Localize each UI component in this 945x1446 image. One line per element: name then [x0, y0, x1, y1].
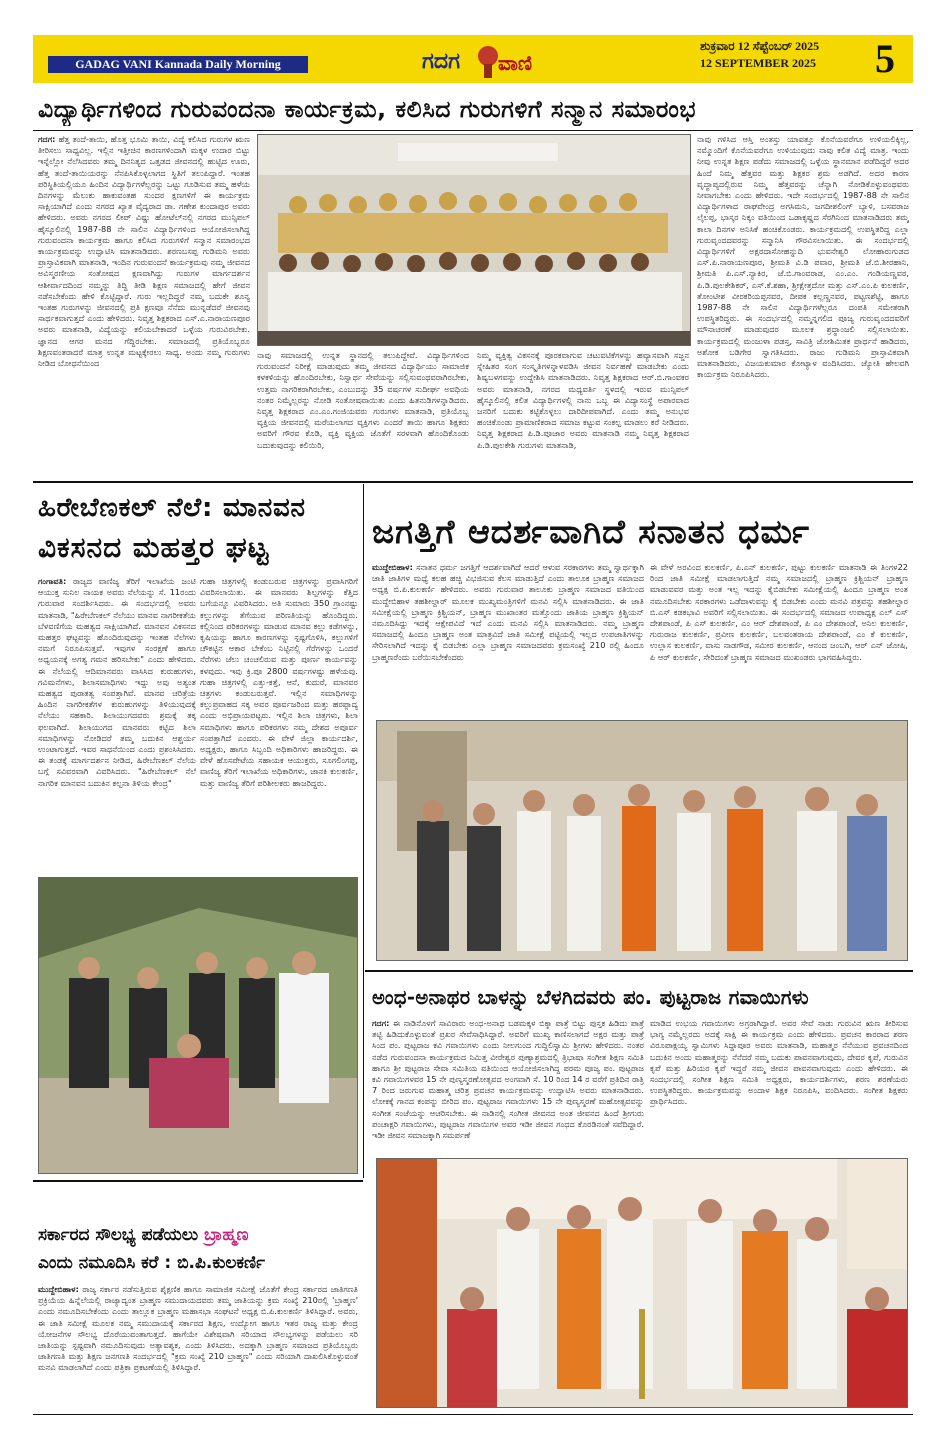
publication-name: GADAG VANI Kannada Daily Morning — [48, 56, 308, 73]
divider — [365, 970, 913, 972]
story3-col1: ಮುದ್ದೇಬಿಹಾಳ: ಸನಾತನ ಧರ್ಮ ಜಗತ್ತಿಗೆ ಆದರ್ಶವಾಗಿದೆ ಆದರೆ ಆಳುವ ಸರಕಾರಗಳು ತಮ್ಮ ಸ್ವಾರ್ಥಕ್ಕಾಗಿ ಜಾತಿ ಜಾತಿಗಳ ಮಧ್ಯೆ ಕಲಹ ಹಚ್ಚಿ ವಿಭಜಿಸುವ ಕೆಲಸ ಮಾಡುತ್ತಿದೆ ಎಂದು ತಾಲೂಕ ಬ್ರಾಹ್ಮಣ ಸಮಾಜದ ಅಧ್ಯಕ್ಷ ಬಿ.ಪಿ.ಕುಲಕರ್ಣಿ ಹೇಳಿದರು. ಅವರು ಗುರುವಾರ ತಾಲೂಕು ಬ್ರಾಹ್ಮಣ ಸಮಾಜದ ವತಿಯಿಂದ ಮುದ್ದೇಬಿಹಾಳ ತಹಶೀಲ್ದಾರ್ ಮೂಲಕ ಮುಖ್ಯಮಂತ್ರಿಗಳಿಗೆ ಮನವಿ ಸಲ್ಲಿಸಿ ಮಾತನಾಡಿದರು. ಈ ಜಾತಿ ಸಮೀಕ್ಷೆಯಲ್ಲಿ ಬ್ರಾಹ್ಮಣ ಕ್ರಿಶ್ಚಿಯನ್, ಬ್ರಾಹ್ಮಣ ಮುಖಾಂತರ ಮತ್ತೊಂದು ಜಾತಿಯ ಬ್ರಾಹ್ಮಣ ಕ್ರಿಶ್ಚಿಯನ್ ನಮೂದಿಸಿದ್ದು ಇದಕ್ಕೆ ಆಕ್ಷೇಪವಿದೆ ಇದೆ ಎಂದು ಮನವಿ ಸಲ್ಲಿಸಿ ಮಾತನಾಡಿದರು. ನಮ್ಮ ಬ್ರಾಹ್ಮಣ ಸಮಾಜದಲ್ಲಿ ಹಿಂದೂ ಬ್ರಾಹ್ಮಣ ಅಂತ ಮಾತ್ರವಿದೆ ಜಾತಿ ಸಮೀಕ್ಷೆ ಪಟ್ಟಿಯಲ್ಲಿ ಇಲ್ಲದ ಉಪಜಾತಿಗಳನ್ನು ಸೇರಿಸಲಾಗಿದೆ ಇದನ್ನು ಕೈ ಬಿಡಬೇಕು ಎಲ್ಲಾ ಬ್ರಾಹ್ಮಣ ಸಮಾಜದವರು ಕ್ರಮಸಂಖ್ಯೆ 210 ರಲ್ಲಿ ಹಿಂದೂ ಬ್ರಾಹ್ಮಣರೆಂದು ಬರೆಯಿಸಬೇಕೆಂದರು — [372, 562, 644, 662]
story5-body: ಮುದ್ದೇಬಿಹಾಳ: ರಾಜ್ಯ ಸರ್ಕಾರ ನಡೆಸುತ್ತಿರುವ ಶೈಕ್ಷಣಿಕ ಹಾಗೂ ಸಾಮಾಜಿಕ ಸಮೀಕ್ಷೆ ಜೊತೆಗೆ ಕೇಂದ್ರ ಸರ್ಕಾರದ ಜಾತಿಗಣತಿ ಪ್ರಕ್ರಿಯೆಯ ಹಿನ್ನೆಲೆಯಲ್ಲಿ ರಾಜ್ಯಾದ್ಯಂತ ಬ್ರಾಹ್ಮಣ ಸಮುದಾಯದವರು ತಮ್ಮ ಜಾತಿಯನ್ನು ಕ್ರಮ ಸಂಖ್ಯೆ 210ರಲ್ಲಿ 'ಬ್ರಾಹ್ಮಣ' ಎಂದು ನಮೂದಿಸಬೇಕೆಂದು ಎಂದು ತಾಲ್ಲೂಕ ಬ್ರಾಹ್ಮಣ ಮಹಾಸಭಾ ಸಂಘಟನೆ ಅಧ್ಯಕ್ಷ ಬಿ.ಪಿ.ಕುಲಕರ್ಣಿ ತಿಳಿಸಿದ್ದಾರೆ. ಅವರು, ಈ ಜಾತಿ ಸಮೀಕ್ಷೆ ಮೂಲಕ ನಮ್ಮ ಸಮುದಾಯಕ್ಕೆ ಸರ್ಕಾರದ ಶಿಕ್ಷಣ, ಉದ್ಯೋಗ ಹಾಗೂ ಇತರ ರಾಜ್ಯ ಮತ್ತು ಕೇಂದ್ರ ಯೋಜನೆಗಳ ಸೌಲಭ್ಯ ದೊರೆಯುವಂತಾಗುತ್ತದೆ. ಹಾಗೆಯೇ ವಿಶೇಷವಾಗಿ ಸರಿಯಾದ ಸೌಲಭ್ಯಗಳನ್ನು ಪಡೆಯಲು ಸರಿ ಜಾತಿಯನ್ನು ಸ್ಪಷ್ಟವಾಗಿ ನಮೂದಿಸುವುದು ಅತ್ಯಾವಶ್ಯಕ, ಎಂದು ತಿಳಿಸಿದರು. ಅದಕ್ಕಾಗಿ ಬ್ರಾಹ್ಮಣ ಸಮಾಜದ ಪ್ರತಿಯೊಬ್ಬರು ಜಾತಿಗಣತಿ ಮತ್ತು ಶಿಕ್ಷಣ ಜನಗಣತಿ ಸಂದರ್ಭದಲ್ಲಿ "ಕ್ರಮ ಸಂಖ್ಯೆ 210 ಬ್ರಾಹ್ಮಣ" ಎಂದು ಸರಿಯಾಗಿ ದಾಖಲಿಸಿಕೊಳ್ಳುವಂತೆ ಮನವಿ ಮಾಡಲಾಗಿದೆ ಎಂದು ಪತ್ರಿಕಾ ಪ್ರಕಟಣೆಯಲ್ಲಿ ತಿಳಿಸಿದ್ದಾರೆ. — [38, 1284, 358, 1373]
story1-photo — [257, 134, 691, 346]
story2-col1: ಗಂಗಾವತಿ: ರಾಜ್ಯದ ವಾಣಿಜ್ಯ ತೆರಿಗೆ ಇಲಾಖೆಯ ಜಂಟಿ ಆಯುಕ್ತ ಸುನಿಲ ನಾಯಕ ಅವರು ನೆಲೆಯನ್ನು ಸೆ. 11ರಂದು ಗುರುವಾರ ಸಂದರ್ಶಿಸಿದರು. ಈ ಸಂದರ್ಭದಲ್ಲಿ ಅವರು ಮಾತನಾಡಿ, "ಹಿರೇಬೆಣಕಲ್ ನೆಲೆಯು ಮಾನವ ನಾಗರೀಕತೆಯ ಬೆಳವಣಿಗೆಯ ಮಹತ್ವದ ಸಾಕ್ಷಿಯಾಗಿದೆ. ಮಾನವನ ವಿಕಸನದ ಮಹತ್ತರ ಘಟ್ಟವನ್ನು ಹೊಂದಿರುವುದನ್ನು ಇಂತಹ ನೆಲೆಗಳು ನಮಗೆ ನಿರೂಪಿಸುತ್ತವೆ. ಇವುಗಳ ಸಂರಕ್ಷಣೆ ಹಾಗೂ ಅಧ್ಯಯನಕ್ಕೆ ಅಗತ್ಯ ಗಮನ ಹರಿಸಬೇಕು" ಎಂದು ಹೇಳಿದರು. ಈ ನೆಲೆಯಲ್ಲಿ ಆದಿಮಾನವರು ವಾಸಿಸಿದ ಕುರುಹುಗಳು, ಗವಿಮನೆಗಳು, ಶಿಲಾಸಮಾಧಿಗಳು ಇದ್ದು ಅವು ಅತ್ಯಂತ ಮಹತ್ವದ ಪುರಾತತ್ವ ಸಂಪತ್ತಾಗಿವೆ. ಮಾನವ ಚರಿತ್ರೆಯ ಹಿಂದಿನ ನಾಗರೀಕತೆಗಳ ಕುರುಹುಗಳನ್ನು ತಿಳಿಯುವುದಕ್ಕೆ ನೆಲೆಯು ಸಹಕಾರಿ. ಶಿಲಾಯುಗದವರು ಶ್ರಮಕ್ಕೆ ತಕ್ಕ ಫಲವಾಗಿದೆ. ಶಿಲಾಯುಗದ ಮಾನವರು ಕಟ್ಟಿದ ಶಿಲಾ ಸಮಾಧಿಗಳನ್ನು ನೋಡಿದರೆ ತಮ್ಮ ಬದುಕಿನ ಆಶ್ಚರ್ಯ ಉಂಟಾಗುತ್ತದೆ. ಇವರ ಸಾಧನೆಯಿಂದ ಎಂದು ಪ್ರಶಂಸಿಸಿದರು. ಈ ತಂಡಕ್ಕೆ ಮಾರ್ಗದರ್ಶನ ನೀಡಿದ, ಹಿರೇಬೆಣಕಲ್ ನೆಲೆಯ ಬಗ್ಗೆ ಸವಿವರವಾಗಿ ವಿವರಿಸಿದರು. "ಹಿರೇಬೆಣಕಲ್ ನೆಲೆ ನಾಗರಿಕ ಮಾನವನ ಬದುಕಿನ ಕಲ್ಪನಾ ತಿಳಿಯ ಕೇಂದ್ರ" — [38, 576, 196, 788]
story3-photo — [376, 720, 908, 961]
story1-headline: ವಿದ್ಯಾರ್ಥಿಗಳಿಂದ ಗುರುವಂದನಾ ಕಾರ್ಯಕ್ರಮ, ಕಲಿಸಿದ ಗುರುಗಳಿಗೆ ಸನ್ಮಾನ ಸಮಾರಂಭ — [38, 95, 696, 123]
divider — [33, 1180, 363, 1182]
dateline: ಗಂಗಾವತಿ: — [38, 576, 67, 586]
dateline: ಗದಗ: — [38, 134, 56, 144]
story3-col2: ಈ ವೇಳೆ ಅರವಿಂದ ಕುಲಕರ್ಣಿ, ಪಿ.ಎನ್ ಕುಲಕರ್ಣಿ, ಪುಟ್ಟು ಕುಲಕರ್ಣಿ ಮಾತನಾಡಿ ಈ ತಿಂಗಳ22 ರಿಂದ ಜಾತಿ ಸಮೀಕ್ಷೆ ಮಾಡಲಾಗುತ್ತಿದೆ ನಮ್ಮ ಸಮಾಜದಲ್ಲಿ ಬ್ರಾಹ್ಮಣ ಕ್ರಿಶ್ಚಿಯನ್ ಬ್ರಾಹ್ಮಣ ಮಾಡುವವರ ಮತ್ತು ಅಂತ ಇಲ್ಲ ಇದನ್ನು ಕೈಬಿಡಬೇಕು ಸಮೀಕ್ಷೆಯಲ್ಲಿ ಹಿಂದೂ ಬ್ರಾಹ್ಮಣ ಅಂತ ನಮೂದಿಸಬೇಕು ಸರಕಾರಗಳು ಒಡೆದಾಳುವನ್ನು ಕೈ ಬಿಡಬೇಕು ಎಂದು ಮನವಿ ಪತ್ರವನ್ನು ತಹಶೀಲ್ದಾರ ಬಿ.ಎಸ್ ಕಡಕಭಾವಿ ಅವರಿಗೆ ಸಲ್ಲಿಸಲಾಯಿತು. ಈ ಸಂದರ್ಭದಲ್ಲಿ ಸಮಾಜದ ಉಪಾಧ್ಯಕ್ಷ ಎಲ್ ಎಸ್ ದೇಶಪಾಂಡೆ, ಪಿ ಎಸ್ ಕುಲಕರ್ಣಿ, ಎಂ ಆರ್ ದೇಶಪಾಂಡೆ, ಪಿ ಎಂ ದೇಶಪಾಂಡೆ, ಅನಿಲ ಕುಲಕರ್ಣಿ, ಗುರುರಾಜ ಕುಲಕರ್ಣಿ, ಪ್ರವೀಣ ಕುಲಕರ್ಣಿ, ಬಲವಂತರಾಯ ದೇಶಪಾಂಡೆ, ಎಂ ಕೆ ಕುಲಕರ್ಣಿ, ಉಲ್ಲಾಸ ಕುಲಕರ್ಣಿ, ವಾಸು ನಾಡಗೌಡ, ಸಮೀರ ಕುಲಕರ್ಣಿ, ಆನಂದ ಜಂಬಗಿ, ಆರ್ ಎನ್ ಜೋಷಿ, ಪಿ ಆರ್ ಕುಲಕರ್ಣಿ, ಸೇರಿದಂತೆ ಬ್ರಾಹ್ಮಣ ಸಮಾಜದ ಮುಖಂಡರು ಭಾಗವಹಿಸಿದ್ದರು. — [650, 562, 908, 662]
dateline: ಗದಗ: — [372, 1018, 390, 1028]
memorandum-photo-icon — [377, 721, 908, 961]
story1-col1: ಗದಗ: ಹೆತ್ತ ತಂದೆ-ತಾಯಿ, ಹೊತ್ತ ಭೂಮಿ ತಾಯಿ, ವಿದ್ಯೆ ಕಲಿಸಿದ ಗುರುಗಳ ಋಣ ತೀರಿಸಲು ಸಾಧ್ಯವಿಲ್ಲ. ಇಲ್ಲಿನ ಇತ್ತೀಚಿನ ಕಾರಣಗಳಿಂದಾಗಿ ಮಕ್ಕಳ ಉದಾರ ಬಿಟ್ಟು ಇನ್ನೆಲ್ಲೋ ನೆಲೆಸಿದವರು ತಮ್ಮ ದಿನನಿತ್ಯದ ಒತ್ತಡದ ಜೀವನದಲ್ಲಿ ಹುಟ್ಟಿದ ಊರು, ಹೆತ್ತ ತಂದೆ-ತಾಯಿಯರನ್ನು ನೆನಪಿಸಿಕೊಳ್ಳಲಾಗದ ಸ್ಥಿತಿಗೆ ತಲುಪಿದ್ದಾರೆ. ಇಂತಹ ಪರಿಸ್ಥಿತಿಯಲ್ಲಿಯೂ ಹಿಂದಿನ ವಿದ್ಯಾರ್ಥಿಗಳೆಲ್ಲರನ್ನು ಒಟ್ಟು ಗೂಡಿಸುವ ತಮ್ಮ ಹಳೆಯ ದಿನಗಳನ್ನು ಮೆಲುಕು ಹಾಕುವಂತಹ ಸುಂದರ ಕ್ಷಣಗಳಿಗೆ ಈ ಕಾರ್ಯಕ್ರಮ ಸಾಕ್ಷಿಯಾಗಿದೆ ಎಂದು ನಗರದ ಖ್ಯಾತ ವೈದ್ಯರಾದ ಡಾ. ಗಣೇಶ ಕುಂದಾಪುರ ಅವರು ಹೇಳಿದರು. ಅವರು ನಗರದ ಲೀಪ್ ವಿಷ್ಣು ಹೋಟೆಲ್‌ನಲ್ಲಿ ನಗರದ ಮುನ್ಸಿಪಲ್ ಹೈಸ್ಕೂಲಿನಲ್ಲಿ 1987-88 ನೇ ಸಾಲಿನ ವಿದ್ಯಾರ್ಥಿಗಳಿಂದ ಆಯೋಜಿಸಲಾಗಿದ್ದ ಗುರುವಂದನಾ ಕಾರ್ಯಕ್ರಮ ಹಾಗೂ ಕಲಿಸಿದ ಗುರುಗಳಿಗೆ ಸನ್ಮಾನ ಸಮಾರಂಭದ ಕಾರ್ಯಕ್ರಮವನ್ನು ಉದ್ಘಾಟಿಸಿ ಮಾತನಾಡಿದರು. ಶರಣಬಸಪ್ಪ ಗುಡಿಮನಿ ಅವರು ಪ್ರಾಸ್ತಾವಿಕವಾಗಿ ಮಾತನಾಡಿ, ಇಂದಿನ ಗುರುವಂದನೆ ಕಾರ್ಯಕ್ರಮವು ನಮ್ಮ ಜೀವನದ ಅವಿಸ್ಮರಣೀಯ ಸಂತೋಷದ ಕ್ಷಣವಾಗಿದ್ದು ಗುರುಗಳ ಮಾರ್ಗದರ್ಶನ ಆಶೀರ್ವಾದದಿಂದ ನಮ್ಮನ್ನು ತಿದ್ದಿ ತೀಡಿ ಶಿಕ್ಷಣ ಸಮಾಜದಲ್ಲಿ ಹೇಗೆ ಜೀವನ ನಡೆಸಬೇಕೆಂದು ಹೇಳಿ ಕೊಟ್ಟಿದ್ದಾರೆ. ಗುರು ಇಲ್ಲದಿದ್ದರೆ ನಮ್ಮ ಬದುಕೇ ಶೂನ್ಯ ಇಂತಹ ಗುರುಗಳನ್ನು ಜೀವನದಲ್ಲಿ ಪ್ರತಿ ಕ್ಷಣವೂ ನೆನೆದು ಮುನ್ನಡೆದರೆ ಜೀವನವು ಸಾರ್ಥಕವಾಗುತ್ತದೆ ಎಂದು ಹೇಳಿದರು. ನಿವೃತ್ತ ಶಿಕ್ಷಕರಾದ ಎಸ್.ಎ.ನಾರಾಯಣಪೂರ ಅವರು ಮಾತನಾಡಿ, ವಿದ್ಯೆಯನ್ನು ಕಲಿಯಬೇಕಾದರೆ ಒಳ್ಳೆಯ ಗುರುವಿರಬೇಕು. ಜ್ಞಾನದ ಆಗರ ಮನದ ಗೆದ್ದಿರಬೇಕು. ಸಮಾಜದಲ್ಲಿ ಪ್ರತಿಯೊಬ್ಬರೂ ಶಿಕ್ಷಣವಂತರಾದರೆ ಮಾತ್ರ ಉನ್ನತ ಮಟ್ಟಕ್ಕೇರಲು ಸಾಧ್ಯ. ಅಂದು ನಮ್ಮ ಗುರುಗಳು ನೀಡಿದ ಬೋಧನೆಯಿಂದ — [38, 134, 250, 369]
story5-headline-line1 — [38, 1222, 358, 1248]
story1-col2: ನಾವು ಸಮಾಜದಲ್ಲಿ ಉನ್ನತ ಸ್ಥಾನದಲ್ಲಿ ತಲುಪಿದ್ದೇವೆ. ವಿದ್ಯಾರ್ಥಿಗಳಿಂದ ಗುರುವಂದನೆ ನಿರೀಕ್ಷೆ ಮಾಡುವುದು ತಮ್ಮ ಜೀವನದ ವಿದ್ಯಾರ್ಥಿಯು ಸಾಮಾಜಿಕ ಕಳಕಳಿಯನ್ನು ಹೊಂದಿರಬೇಕು, ನಿಸ್ವಾರ್ಥ ಸೇವೆಯನ್ನು ಸಲ್ಲಿಸುವಂಥವರಾಗಿರಬೇಕು, ಉತ್ತಮ ನಾಗರಿಕರಾಗಿರಬೇಕು, ಎಂಬುದನ್ನು 35 ವರ್ಷಗಳ ಸುದೀರ್ಘ ಅವಧಿಯ ನಂತರ ನಿಮ್ಮೆಲ್ಲರನ್ನು ನೋಡಿ ಸಂತೋಷವಾಯಿತು ಎಂದು ಹಿತನುಡಿಗಳನ್ನಾಡಿದರು. ನಿವೃತ್ತ ಶಿಕ್ಷಕರಾದ ಎಂ.ಎಂ.ಗಂಜಿಯವರು ಗುರುಗಳು ಮಾತನಾಡಿ, ಪ್ರತಿಯೊಬ್ಬ ವ್ಯಕ್ತಿಯ ಜೀವನದಲ್ಲಿ ಮರೆಯಲಾಗದ ವ್ಯಕ್ತಿಗಳು ಎಂದರೆ ತಾಯಿ ಹಾಗೂ ಶಿಕ್ಷಕರು ಅವರಿಗೆ ಗೌರವ ಕೊಡಿ, ವ್ಯಕ್ತಿ ವ್ಯಕ್ತಿಯ ಜೊತೆಗೆ ಸರಳವಾಗಿ ಹೊಂದಿಕೊಂಡು ಬದುಕುವುದನ್ನು ಕಲಿಯಿರಿ, — [257, 350, 469, 450]
story1-col4: ನಾವು ಗಳಿಸಿದ ಆಸ್ತಿ ಅಂತಸ್ತು ಯಾವತ್ತೂ ಕೊನೆಯವರೆಗೂ ಉಳಿಯಲಿಕ್ಕಿಲ್ಲ, ನಮ್ಮೊಂದಿಗೆ ಕೊನೆಯವರೆಗೂ ಉಳಿಯುವುದು ನಾವು ಕಲಿತ ವಿದ್ಯೆ ಮಾತ್ರ. ಇಂದು ನೀವು ಉನ್ನತ ಶಿಕ್ಷಣ ಪಡೆದು ಸಮಾಜದಲ್ಲಿ ಒಳ್ಳೆಯ ಸ್ಥಾನಮಾನ ಪಡೆದಿದ್ದರೆ ಅದರ ಹಿಂದೆ ನಿಮ್ಮ ಹೆತ್ತವರ ಮತ್ತು ಶಿಕ್ಷಕರ ಶ್ರಮ ಅಡಗಿದೆ. ಅದರ ಕಾರಣ ವೃದ್ಧಾಪ್ಯದಲ್ಲಿರುವ ನಿಮ್ಮ ಹೆತ್ತವರನ್ನು ಚೆನ್ನಾಗಿ ನೋಡಿಕೊಳ್ಳುವಂಥವರು ನೀವಾಗಬೇಕು ಎಂದು ಹೇಳಿದರು. ಇದೇ ಸಂದರ್ಭದಲ್ಲಿ 1987-88 ನೇ ಸಾಲಿನ ವಿದ್ಯಾರ್ಥಿಗಳಾದ ರಾಘವೇಂದ್ರ ಅಗಸಿಮನಿ, ಜಗದೀಶಲಿಂಗ್ ಬ್ಯಾಳಿ, ಬಸವರಾಜ ಲೈಲಪ್ಪ, ಭಾಸ್ಕರ ನಿಕ್ಕಂ ವತಿಯಿಂದ ಒಡಾಕೃಷ್ಣದ ಸೆರಗಿನಿಂದ ಮಾತನಾಡಿದರು ತಮ್ಮ ಕಾಲಾ ದಿನಗಳ ಅನಿಸಿಕೆ ಹಂಚಿಕೊಂಡರು. ಕಾರ್ಯಕ್ರಮದಲ್ಲಿ ಉಪಸ್ಥಿತರಿದ್ದ ಎಲ್ಲಾ ಗುರುವೃಂದದವರನ್ನು ಸನ್ಮಾನಿಸಿ ಗೌರವಿಸಲಾಯಿತು. ಈ ಸಂದರ್ಭದಲ್ಲಿ ವಿದ್ಯಾರ್ಥಿಗಳಿಗೆ ಅಕ್ಷರದಾಸೋಹನ್ನುದಿ ಭುವನೇಶ್ವರಿ ಲೋಹಾರುಗುಡದ ಎಸ್.ಪಿ.ನಾರಾಯಣಪೂರ, ಶ್ರೀಮತಿ ವಿ.ಡಿ ಪವಾರ, ಶ್ರೀಮತಿ ಜೆ.ಬಿ.ಶೀರಹಾನಿ, ಶ್ರೀಮತಿ ಪಿ.ಎಸ್.ನ್ಯಾಕಿರ, ಜೆ.ಬಿ.ಗಾಂವರಾಡ, ಎಂ.ಎಂ. ಗಂಡಿಯಣ್ಣವರ, ಪಿ.ಡಿ.ಪುಲಕೇಶಿಕರ್, ಎಸ್.ಕೆ.ಶಹಾ, ಶ್ರೀಕ್ಷೇತ್ರದೋ ಮತ್ತು ಎಸ್.ಎಂ.ಪಿ ಕುಲಕರ್ಣಿ, ತೋಂಟೀಶ ವೀರಕರಿಯಪ್ಪನವರ, ದೀಪಕ ಕಲ್ಲಣ್ಣನವರ, ಪಟ್ಟಣಶೆಟ್ಟಿ, ಹಾಗೂ 1987-88 ನೇ ಸಾಲಿನ ವಿದ್ಯಾರ್ಥಿಗಳೆಲ್ಲರೂ ದಂಪತಿ ಸಮೇತರಾಗಿ ಉಪಸ್ಥಿತರಿದ್ದರು. ಈ ಸಂದರ್ಭದಲ್ಲಿ ನಮ್ಮನ್ನಗಲಿದ ಪೂಜ್ಯ ಗುರುವೃಂದದವರಿಗೆ ಮೌನಾಚರಣೆ ಮಾಡುವುದರ ಮೂಲಕ ಶ್ರದ್ಧಾಂಜಲಿ ಸಲ್ಲಿಸಲಾಯಿತು. ಕಾರ್ಯಕ್ರಮದಲ್ಲಿ ಮಂಜುಳಾ ಪಡಸ್ತ, ಸಾವಿತ್ರಿ ಜೋಶಿಮಿತಕ ಪ್ರಾರ್ಥನೆ ಹಾಡಿದರು, ಅಶೋಕ ಬಡಿಗೇರ ಸ್ವಾಗತಿಸಿದರು. ರಾಜು ಗುಡಿಮನಿ ಪ್ರಾಸ್ತಾವಿಕವಾಗಿ ಮಾತನಾಡಿದರು, ವಿಜಯಕುಮಾರ ಕೋಟ್ಯಾಳ ವಂದಿಸಿದರು. ಜ್ಯೋತಿ ಹೇಲವಗಿ ಕಾರ್ಯಕ್ರಮ ನಿರೂಪಿಸಿದರು. — [697, 134, 909, 380]
svg-text:ಗದಗ: ಗದಗ — [422, 49, 461, 74]
story4-col2: ಮಾಡಿದ ಉಭಯ ಗವಾಯಿಗಳು ಅಗ್ರರಾಗಿದ್ದಾರೆ. ಅವರ ಸೇವೆ ನಾಡು ಗುರುವಿನ ಋಣ ತೀರಿಸುವ ಭಾಗ್ಯ ನಮ್ಮೆಲ್ಲರದು ಅದಕ್ಕೆ ಸಾಕ್ಷಿ ಈ ಕಾರ್ಯಕ್ರಮ ಎಂದು ಹೇಳಿದರು. ಪ್ರವಚನ ಕಾರರಾದ ಶರಣ ವಿರೂಪಾಕ್ಷಯ್ಯ ಸ್ವಾಮಿಗಳು ಸಿದ್ದಾಪೂರ ಅವರು ಮಾತನಾಡಿ, ಮಹಾತ್ಮರ ನೆನೆಯುವ ಪ್ರವಚನದಿಂದ ಬದುಕಿನ ಅಂದು ಮಹಾತ್ಮರನ್ನು ನೆನೆದರೆ ನಮ್ಮ ಬದುಕು ಪಾವನವಾಗುವುದು, ದೇವರ ಕೃಪೆ, ಗುರುವಿನ ಕೃಪೆ ಮತ್ತು ಹಿರಿಯರ ಕೃಪೆ ಇದ್ದರೆ ನಮ್ಮ ಜೀವನ ಪಾವನವಾಗುವುದು ಎಂದು ಹೇಳಿದರು. ಈ ಸಂದರ್ಭದಲ್ಲಿ ಸಂಗೀತ ಶಿಕ್ಷಣ ಸಮಿತಿ ಅಧ್ಯಕ್ಷರು, ಕಾರ್ಯದರ್ಶಿಗಳು, ಶರಣ ಶರಣೆಯರು ಉಪಸ್ಥಿತರಿದ್ದರು. ಕಾರ್ಯಕ್ರಮವನ್ನು ಅಂದಾಳ ಶಿಕ್ಷಕ ನಿರೂಪಿಸಿ, ವಂದಿಸಿದರು. ಸಂಗೀತ ಶಿಕ್ಷಕರು ಪ್ರಾರ್ಥಿಸಿದರು. — [650, 1018, 908, 1107]
section-divider — [33, 481, 913, 483]
story2-headline-line1: ಹಿರೇಬೆಣಕಲ್ ನೆಲೆ: ಮಾನವನ — [38, 493, 306, 523]
site-visit-photo-icon — [39, 878, 358, 1174]
story2-headline-line2: ವಿಕಸನದ ಮಹತ್ತರ ಘಟ್ಟ — [38, 531, 270, 564]
issue-date — [700, 38, 850, 80]
story5-headline-part1: ಸರ್ಕಾರದ ಸೌಲಭ್ಯ ಪಡೆಯಲು — [38, 1225, 199, 1245]
story2-photo — [38, 877, 358, 1174]
story2-col2: ಗುಹಾ ಚಿತ್ರಗಳಲ್ಲಿ ಕಂಡುಬರುವ ಚಿತ್ರಗಳನ್ನು ಪ್ರವಾಸಿಗರಿಗೆ ವಿವರಿಸಲಾಯಿತು. ಈ ಮಾನವರು ಶಿಲ್ಪಗಳನ್ನು ಕೆತ್ತಿದ ಬಗೆಯನ್ನೂ ವಿವರಿಸಿದರು. ಅತಿ ಸುಮಾರು 350 ಗ್ರಾಂನಷ್ಟು ಕಲ್ಲುಗಳನ್ನು ತೆಗೆಯುವ ಪರಿಣತಿಯನ್ನು ಹೊಂದಿದ್ದರು. ಕಲ್ಲಿನಿಂದ ಪರಿಕರಗಳನ್ನು ಮಾಡುವ ಮಾನವ ಕಲ್ಲು ಕಡೆಗಳನ್ನು, ಕೃಷಿಯನ್ನು ಹಾಗೂ ಕಾರಣಗಳನ್ನು ಸ್ಪಷ್ಟಗೊಳಿಸಿ, ಕಲ್ಲುಗಳಿಗೆ ಚೌಕಟ್ಟಿನ ಆಕಾರ ಬೇಕೆಂಬ ನಿಟ್ಟಿನಲ್ಲಿ ಗೆರೆಗಳನ್ನು ಒಂದರೆ ನೆರೆಗಳು ಜೆಲು ಚಂಚಲಿರುವ ಮತ್ತು ಪೂರ್ಣ ಕಾರ್ಯವನ್ನು ಕಳವುದು. ಇವು ಕ್ರಿ.ಪೂ 2800 ವರ್ಷಗಳಷ್ಟು ಹಳೆಯವು. ಗುಹಾ ಚಿತ್ರಗಳಲ್ಲಿ ಎತ್ತು-ಕತ್ತೆ, ಆನೆ, ಕುದುರೆ, ಮಾನವರ ಚಿತ್ರಗಳು ಕಂಡುಬರುತ್ತವೆ. ಇಲ್ಲಿನ ಸಮಾಧಿಗಳನ್ನು ಕಲ್ಲುಪ್ರವಾಹದ ಸಕ್ಕ ಅವರ ಪೂರ್ವಜರಿಂದ ಮತ್ತು ಹರಪ್ಪಾದ್ಯ ಎಂದು ಅಭಿಪ್ರಾಯಪಟ್ಟರು. ಇಲ್ಲಿನ ಶಿಲಾ ಚಿತ್ರಗಳು, ಶಿಲಾ ಸಮಾಧಿಗಳು ಹಾಗೂ ಪರಿಕರಗಳು ನಮ್ಮ ದೇಶದ ಅಪೂರ್ವ ಸಂಪತ್ತಾಗಿದೆ ಎಂದರು. ಈ ವೇಳೆ ಜಿಲ್ಲಾ ಕಾರ್ಯದರ್ಶಿ, ಅಧ್ಯಕ್ಷರು, ಹಾಗೂ ಸಿಬ್ಬಂದಿ ಅಧಿಕಾರಿಗಳು ಹಾಜರಿದ್ದರು. ಈ ವೇಳೆ ಹೊಸಪೇಟೆಯ ಸಹಾಯಕ ಆಯುಕ್ತರು, ಸೂಗಲಿಂಗಪ್ಪ, ವಾಣಿಜ್ಯ ತೆರಿಗೆ ಇಲಾಖೆಯ ಅಧಿಕಾರಿಗಳು, ಜಾನಕಿ ಕುಲಕರ್ಣಿ, ಮತ್ತು ವಾಣಿಜ್ಯ ತೆರಿಗೆ ಪರಿಶೀಲಕರು ಹಾಜರಿದ್ದರು. — [200, 576, 358, 788]
story4-col1: ಗದಗ: ಈ ನಾಡಿನೊಳಗೆ ಸಾವಿರಾರು ಅಂಧ-ಅನಾಥ ಬಡಮಕ್ಕಳ ಬಿಕ್ಕಾ ಪಾತ್ರೆ ಬಿಟ್ಟು ಪುಸ್ತಕ ಹಿಡಿದು ಪಾತ್ರೆ ತಟ್ಟಿ ಹಿಡಿದುಕೊಳ್ಳುವಂತೆ ಪ್ರಖರ ಸೇವೆಸಾಧಿಸಿದ್ದಾರೆ. ಅವರಿಗೆ ಮುಖ್ಯ ಕಾಣಿಸಲಾಗದೆ ಅಕ್ಷರ ಮತ್ತು ಪಾತ್ರೆ ಸಿಂದ ಪಂ. ಪುಟ್ಟರಾಜ ಕವಿ ಗವಾಯಿಗಳು ಎಂದು ನೀಲಗುಂದ ಗುದ್ದಿಲಿಸ್ವಾಮಿ ಶ್ರೀಗಳು ಹೇಳಿದರು. ನಂತರ ನಡೆದ ಗುರುವಂದನಾ ಕಾರ್ಯಕ್ರಮದ ನಿಮಿತ್ತ ವೀರೇಶ್ವರ ಪುಣ್ಯಾಶ್ರಮದಲ್ಲಿ ತ್ರಿಭಾಷಾ ಸಂಗೀತ ಶಿಕ್ಷಣ ಸಮಿತಿ ಹಾಗೂ ಶ್ರೀ ಪುಟ್ಟರಾಜ ಸೇವಾ ಸಮಿತಿಯ ವತಿಯಿಂದ ಆಯೋಜಿಸಲಾಗಿದ್ದ ಪರಮ ಪೂಜ್ಯ ಪಂ. ಪುಟ್ಟರಾಜ ಕವಿ ಗವಾಯಿಗಳವರ 15 ನೇ ಪುಣ್ಯಸ್ಮರಣೋತ್ಸವದ ಅಂಗವಾಗಿ ಸೆ. 10 ರಿಂದ 14 ರ ವರೆಗೆ ಪ್ರತಿದಿನ ರಾತ್ರಿ 7 ರಿಂದ ಜರುಗುವ ಮಹಾತ್ಮ ಚರಿತ್ರ ಪ್ರವಚನ ಕಾರ್ಯಕ್ರಮವನ್ನು ಉದ್ಘಾಟಿಸಿ ಅವರು ಮಾತನಾಡಿದರು. ಲೋಕಕ್ಕೆ ಗಾನದ ಕಂಪನ್ನು ಬೀರಿದ ಪಂ. ಪುಟ್ಟರಾಜ ಗವಾಯಿಗಳು 15 ನೇ ಪುಣ್ಯಸ್ಮರಣೆ ಮಹೋತ್ಸವವನ್ನು ಸಂಗೀತ ಸಂಜೆಯನ್ನು ಆಚರಿಸಬೇಕು. ಈ ನಾಡಿನಲ್ಲಿ ಸಂಗೀತ ಜೀವನದ ಅಂತ ಜೀವನದ ಹಿಂದೆ ಶ್ರೀಗುರು ಪಂಚಾಕ್ಷರಿ ಗವಾಯಿಗಳು, ಪುಟ್ಟರಾಜ ಗವಾಯಿಗಳ ಅವರ ಇಡೀ ಜೀವನ ಗಂಧದ ಕೊರಡಿನಂತೆ ಸವೆದಿದ್ದಾರೆ. ಇಡೀ ಜೀವನ ಸಮಾಜಕ್ಕಾಗಿ ಸಮರ್ಪಣೆ — [372, 1018, 644, 1141]
story1-col3: ನಿಮ್ಮ ವ್ಯಕ್ತಿತ್ವ ವಿಕಸನಕ್ಕೆ ಪೂರಕವಾಗುವ ಚಟುವಟಿಕೆಗಳನ್ನು ಹವ್ಯಾಸವಾಗಿ ಸಜ್ಜನ ಸ್ನೇಹಿತರ ಸಂಗ ಸಂಸ್ಕೃತಿಗಳನ್ನಾಳವಡಿಸಿ ಜೀವನ ನಿರ್ವಹಣೆ ಮಾಡಬೇಕು ಎಂದು ಶಿಷ್ಯಬಳಗವನ್ನು ಉದ್ದೇಶಿಸಿ ಮಾತನಾಡಿದರು. ನಿವೃತ್ತ ಶಿಕ್ಷಕರಾದ ಆರ್.ಬಿ.ಗಾಂವಕರ ಅವರು ಮಾತನಾಡಿ, ನಗರದ ಮಧ್ಯವರ್ತಿ ಸ್ಥಳದಲ್ಲಿ ಇರುವ ಮುನ್ಸಿಪಲ್ ಹೈಸ್ಕೂಲಿನಲ್ಲಿ ಕಲಿತ ವಿದ್ಯಾರ್ಥಿಗಳಲ್ಲಿ ನಾನು ಒಬ್ಬ ಈ ವಿದ್ಯಾಸಂಸ್ಥೆ ಅಪಾರವಾದ ಜನರಿಗೆ ಬದುಕು ಕಟ್ಟಿಕೊಳ್ಳಲು ದಾರಿದೀಪವಾಗಿದೆ. ಎಂದು ತಮ್ಮ ಅನುಭವ ಹಂಚಿಕೊಂಡು ಪ್ರಾಮಾಣಿಕರಾದ ಸಮಾಜ ಕಟ್ಟುವ ಸಂಕಲ್ಪ ಮಾಡಲು ಕರೆ ನೀಡಿದರು. ನಿವೃತ್ತ ಶಿಕ್ಷಕರಾದ ಪಿ.ಡಿ.ಪೂಜಾರ ಅವರು ಮಾತನಾಡಿ ನಮ್ಮ ನಿವೃತ್ತ ಶಿಕ್ಷಕರಾದ ಪಿ.ಡಿ.ಪುಲಕೇಶಿ ಗುರುಗಳು ಮಾತನಾಡಿ, — [477, 350, 689, 450]
newspaper-logo — [420, 38, 550, 80]
story4-photo — [376, 1158, 908, 1408]
story5-headline-line2: ಎಂದು ನಮೂದಿಸಿ ಕರೆ : ಬಿ.ಪಿ.ಕುಲಕರ್ಣಿ — [38, 1253, 265, 1273]
lamp-lighting-photo-icon — [377, 1159, 908, 1408]
svg-text:ವಾಣಿ: ವಾಣಿ — [498, 51, 533, 75]
page-number: 5 — [875, 36, 895, 81]
dateline: ಮುದ್ದೇಬಿಹಾಳ: — [372, 562, 413, 572]
story3-headline: ಜಗತ್ತಿಗೆ ಆದರ್ಶವಾಗಿದೆ ಸನಾತನ ಧರ್ಮ — [372, 512, 810, 551]
story5-headline-highlight: ಬ್ರಾಹ್ಮಣ — [204, 1225, 249, 1245]
page-bottom-rule — [33, 1414, 913, 1415]
issue-date-kannada: ಶುಕ್ರವಾರ 12 ಸೆಪ್ಟೆಂಬರ್ 2025 — [700, 39, 820, 53]
issue-date-english: 12 SEPTEMBER 2025 — [700, 56, 817, 70]
divider — [33, 130, 913, 131]
group-photo-icon — [258, 135, 691, 346]
column-divider — [363, 484, 364, 1178]
story4-headline: ಅಂಧ-ಅನಾಥರ ಬಾಳನ್ನು ಬೆಳಗಿದವರು ಪಂ. ಪುಟ್ಟರಾಜ ಗವಾಯಿಗಳು — [372, 986, 809, 1009]
dateline: ಮುದ್ದೇಬಿಹಾಳ: — [38, 1284, 79, 1294]
